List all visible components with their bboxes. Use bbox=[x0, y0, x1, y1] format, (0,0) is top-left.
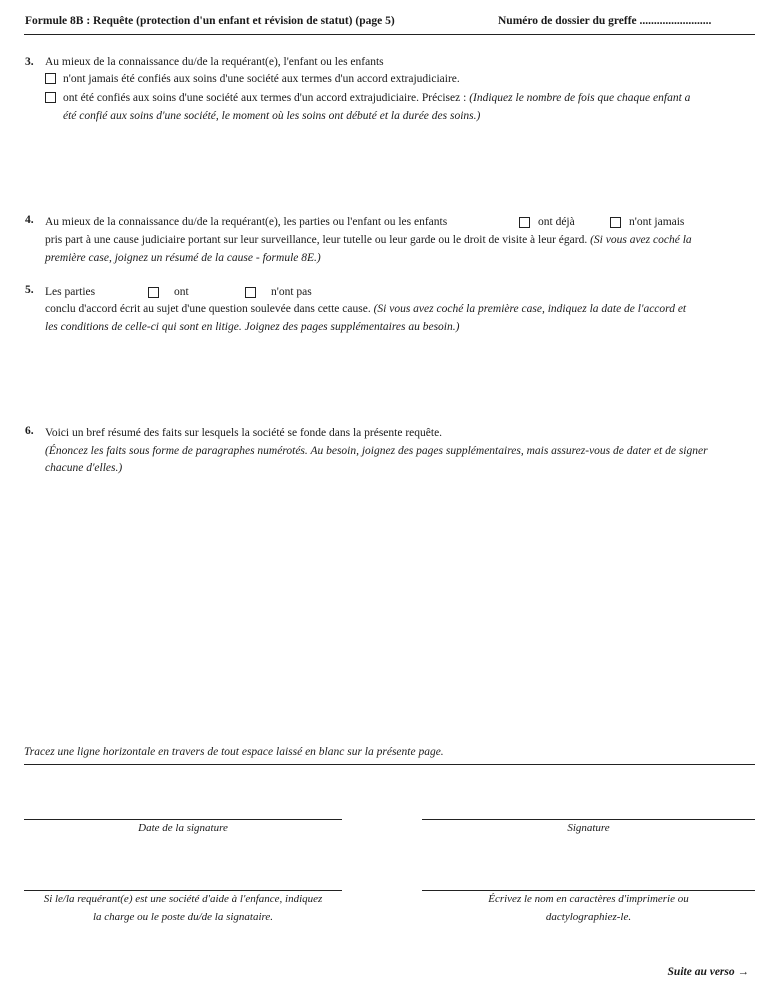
signatory-position-line[interactable] bbox=[24, 890, 342, 891]
question-3-intro: Au mieux de la connaissance du/de la requérant(e), l'enfant ou les enfants bbox=[45, 56, 384, 68]
question-6-line1: Voici un bref résumé des faits sur lesquels la société se fonde dans la présente requête. bbox=[45, 427, 443, 439]
q5-option-have-not: n'ont pas bbox=[271, 286, 312, 298]
question-5-line2 bbox=[45, 303, 686, 315]
q3-option-confided-note: (Indiquez le nombre de fois que chaque enfant a bbox=[469, 92, 691, 104]
instruction-rule bbox=[24, 764, 755, 765]
date-signature-label: Date de la signature bbox=[138, 822, 228, 834]
q3-option-confided bbox=[63, 92, 690, 104]
signatory-position-label-1: Si le/la requérant(e) est une société d'aide à l'enfance, indiquez bbox=[43, 893, 323, 905]
date-signature-line[interactable] bbox=[24, 819, 342, 820]
form-title: Formule 8B : Requête (protection d'un enfant et révision de statut) (page 5) bbox=[25, 15, 395, 27]
q4-option-already: ont déjà bbox=[538, 216, 575, 228]
continue-on-back: Suite au verso → bbox=[667, 966, 749, 978]
printed-name-label-1: Écrivez le nom en caractères d'imprimerie ou bbox=[488, 893, 689, 905]
question-4-line2 bbox=[45, 234, 692, 246]
question-5-line2-text: conclu d'accord écrit au sujet d'une question soulevée dans cette cause. bbox=[45, 303, 371, 315]
q4-never-checkbox[interactable] bbox=[610, 217, 621, 228]
file-number-label: Numéro de dossier du greffe ......................... bbox=[498, 15, 712, 27]
question-4-line2-note: (Si vous avez coché la bbox=[590, 234, 692, 246]
question-5-line2-note: (Si vous avez coché la première case, indiquez la date de l'accord et bbox=[373, 303, 687, 315]
signature-label: Signature bbox=[567, 822, 610, 834]
blank-space-instruction: Tracez une ligne horizontale en travers de tout espace laissé en blanc sur la présente page. bbox=[24, 746, 444, 758]
q3-option-confided-text: ont été confiés aux soins d'une société aux termes d'un accord extrajudiciaire. Précisez : bbox=[63, 92, 467, 104]
q3-never-confided-checkbox[interactable] bbox=[45, 73, 56, 84]
question-4-line3: première case, joignez un résumé de la cause - formule 8E.) bbox=[45, 252, 321, 264]
question-5-number: 5. bbox=[25, 284, 34, 296]
q4-already-checkbox[interactable] bbox=[519, 217, 530, 228]
q5-have-not-checkbox[interactable] bbox=[245, 287, 256, 298]
printed-name-line[interactable] bbox=[422, 890, 755, 891]
header-rule bbox=[24, 34, 755, 35]
signature-line[interactable] bbox=[422, 819, 755, 820]
q5-have-checkbox[interactable] bbox=[148, 287, 159, 298]
q4-option-never: n'ont jamais bbox=[629, 216, 685, 228]
question-3-number: 3. bbox=[25, 56, 34, 68]
question-5-lead: Les parties bbox=[45, 286, 96, 298]
question-4-line1: Au mieux de la connaissance du/de la requérant(e), les parties ou l'enfant ou les enfants bbox=[45, 216, 448, 228]
signatory-position-label-2: la charge ou le poste du/de la signataire. bbox=[92, 911, 274, 923]
q3-option-confided-note-cont: été confié aux soins d'une société, le moment où les soins ont débuté et la durée des soins.) bbox=[63, 110, 481, 122]
printed-name-label-2: dactylographiez-le. bbox=[545, 911, 632, 923]
question-6-line2: (Énoncez les faits sous forme de paragraphes numérotés. Au besoin, joignez des pages supplémentaires, mais assurez-vous de dater et de signer bbox=[45, 445, 708, 457]
question-6-line3: chacune d'elles.) bbox=[45, 462, 123, 474]
question-5-line3: les conditions de celle-ci qui sont en litige. Joignez des pages supplémentaires au besoin.) bbox=[45, 321, 460, 333]
q5-option-have: ont bbox=[174, 286, 189, 298]
q3-confided-checkbox[interactable] bbox=[45, 92, 56, 103]
q3-option-never: n'ont jamais été confiés aux soins d'une société aux termes d'un accord extrajudiciaire. bbox=[63, 73, 460, 85]
question-4-number: 4. bbox=[25, 214, 34, 226]
question-4-line2-text: pris part à une cause judiciaire portant sur leur surveillance, leur tutelle ou leur garde ou le droit de visite à leur égard. bbox=[45, 234, 588, 246]
question-6-number: 6. bbox=[25, 425, 34, 437]
